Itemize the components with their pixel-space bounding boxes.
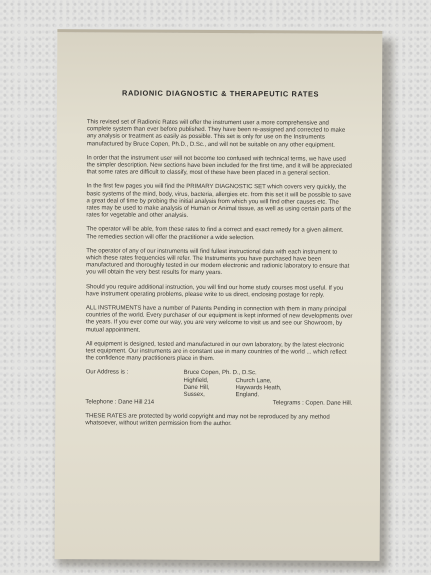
paragraph-2: In order that the instrument user will not become too confused with technical terms, we have used the simpler description. New sections have been included for the first time, and it will be appreciated that some rates are difficult to classify, most of these have been placed in a general section. xyxy=(86,155,352,177)
paragraph-1: This revised set of Radionic Rates will offer the instrument user a more comprehensive and complete system than ever before published. They have been re-assigned and corrected to make any analysis or treatment as easily as possible. This set is only for use on the Instruments manufactured by Bruce Copen, Ph.D., D.Sc., and will not be suitable on any other equipment. xyxy=(86,119,346,149)
document-title: RADIONIC DIAGNOSTIC & THERAPEUTIC RATES xyxy=(122,88,320,99)
address-line-4b: England. xyxy=(235,392,260,399)
copyright-footer: THESE RATES are protected by world copyright and may not be reproduced by any method whatsoever, without written permission from the author. xyxy=(85,412,330,427)
paragraph-3: In the first few pages you will find the PRIMARY DIAGNOSTIC SET which covers very quickly, the basic systems of the mind, body, virus, bacteria, allergies etc. from this set it will be possible to save a great deal of time by probing the initial analysis from which you will find other causes etc. The rates may be used to make analysis of Human or Animal tissue, as well as using certain parts of the rates for vegetable and other analysis. xyxy=(86,183,352,220)
paragraph-7: ALL INSTRUMENTS have a number of Patents Pending in connection with them in many principal countries of the world. Every purchaser of our equipment is kept informed of new developments over the years. If you ever come our way, you are very welcome to visit us and see our Showroom, by mutual appointment. xyxy=(85,305,353,334)
telephone: Telephone : Dane Hill 214 xyxy=(85,399,155,406)
address-label: Our Address is : xyxy=(85,369,129,377)
telegrams: Telegrams : Copen. Dane Hill. xyxy=(272,400,353,407)
address-line-4a: Sussex, xyxy=(183,391,205,399)
address-line-2b: Church Lane, xyxy=(235,377,272,384)
paragraph-5: The operator of any of our instruments will find fullest instructional data with each instrument to which these rates frequencies will refer. The Instruments you have purchased have been manufactured and thoroughly tested in our modern electronic and radionic laboratory to ensure that you will obtain the very best results for many years. xyxy=(86,248,350,277)
address-line-2a: Highfield, xyxy=(183,377,209,384)
address-block xyxy=(85,370,352,408)
paragraph-8: All equipment is designed, tested and manufactured in our own laboratory, by the latest electronic test equipment. Our instruments are in constant use in many countries of the world ... which reflect the confidence many practitioners place in them. xyxy=(85,341,347,363)
paragraph-4: The operator will be able, from these rates to find a correct and exact remedy for a given ailment. The remedies section will offer the practitioner a wide selection. xyxy=(86,226,344,241)
address-line-3b: Haywards Heath, xyxy=(235,384,282,392)
address-line-1: Bruce Copen, Ph. D., D.Sc. xyxy=(183,370,257,377)
address-line-3a: Dane Hill, xyxy=(183,384,210,391)
document-page xyxy=(55,29,383,561)
paragraph-6: Should you require additional instruction, you will find our home study courses most useful. If you have instrument operating problems, please write to us direct, enclosing postage for reply. xyxy=(85,283,344,299)
